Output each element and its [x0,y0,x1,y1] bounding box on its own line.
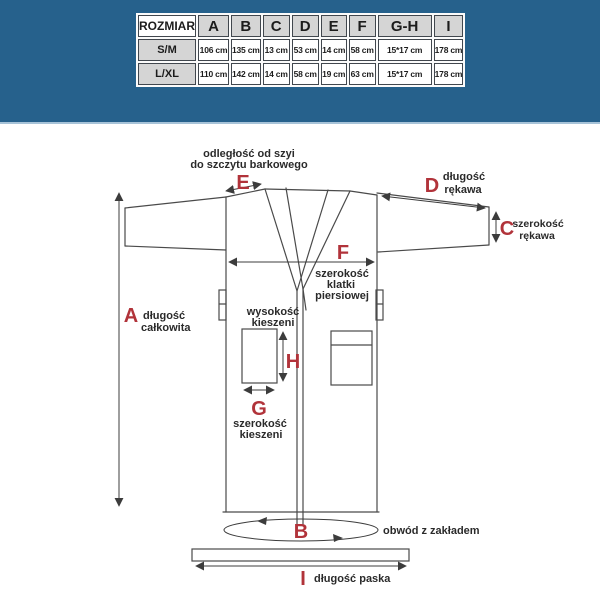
measurement-arrows [119,184,496,566]
label-c-line1: szerokość [512,218,564,230]
left-sleeve-bottom-line [125,246,226,250]
label-h-line2: kieszeni [251,317,295,329]
label-e-line1: odległość od szyi [203,148,295,160]
letter-A: A [123,305,139,327]
label-d-line1: długość [442,171,486,183]
left-sleeve-top-line [125,197,226,208]
ellipse-arrowhead-right [333,534,343,542]
label-h-line1: wysokość [246,306,300,318]
table-header-E: E [321,15,347,37]
label-e-line2: do szczytu barkowego [190,159,308,171]
belt-rect [192,549,409,561]
back-neck-line [265,189,350,191]
label-g-line1: szerokość [233,418,287,430]
table-header-D: D [292,15,319,37]
arrow-D-sleeve-length [382,196,485,208]
table-cell: 14 cm [263,63,290,85]
table-cell: 53 cm [292,39,319,61]
table-cell: 13 cm [263,39,290,61]
table-cell: 178 cm [434,39,464,61]
left-belt-loop [219,290,226,320]
letter-G: G [251,398,267,420]
table-header-rozmiar: ROZMIAR [138,15,196,37]
table-cell: 14 cm [321,39,347,61]
table-row-sm [138,39,463,61]
label-f-line1: szerokość [315,268,369,280]
table-cell: 63 cm [349,63,376,85]
table-cell: 110 cm [198,63,229,85]
letter-I: I [300,568,306,590]
label-f-line2: klatki [326,279,356,291]
right-sleeve-bottom-line [378,245,489,252]
label-f-line3: piersiowej [315,290,369,302]
table-row-lxl [138,63,463,85]
table-cell: 15*17 cm [378,63,432,85]
table-header-row [138,15,463,37]
table-cell: 178 cm [434,63,464,85]
diagram-labels [124,148,564,590]
size-table [136,13,465,87]
table-cell: 58 cm [292,63,319,85]
table-cell: 19 cm [321,63,347,85]
robe-outline [125,188,489,524]
table-header-C: C [263,15,290,37]
table-header-F: F [349,15,376,37]
table-cell: 135 cm [231,39,261,61]
left-pocket [242,329,277,383]
row-label-sm: S/M [138,39,196,61]
letter-B: B [293,521,309,543]
letter-C: C [499,218,515,240]
table-header-A: A [198,15,229,37]
letter-E: E [236,172,250,194]
label-a-line1: długość [143,310,186,322]
label-c-line2: rękawa [519,230,555,242]
label-d-line2: rękawa [444,184,482,196]
table-cell: 15*17 cm [378,39,432,61]
table-cell: 106 cm [198,39,229,61]
table-header-I: I [434,15,464,37]
label-i-belt-length: długość paska [314,573,391,585]
table-header-GH: G-H [378,15,432,37]
label-a-line2: całkowita [141,322,191,334]
table-cell: 142 cm [231,63,261,85]
table-cell: 58 cm [349,39,376,61]
table-header-B: B [231,15,261,37]
label-b-circumference: obwód z zakładem [383,525,480,537]
letter-F: F [336,242,350,264]
right-pocket [331,331,372,385]
right-shoulder-line [350,191,377,195]
ellipse-arrowhead-left [257,517,267,525]
letter-D: D [424,175,440,197]
letter-H: H [285,351,301,373]
row-label-lxl: L/XL [138,63,196,85]
label-g-line2: kieszeni [239,429,283,441]
